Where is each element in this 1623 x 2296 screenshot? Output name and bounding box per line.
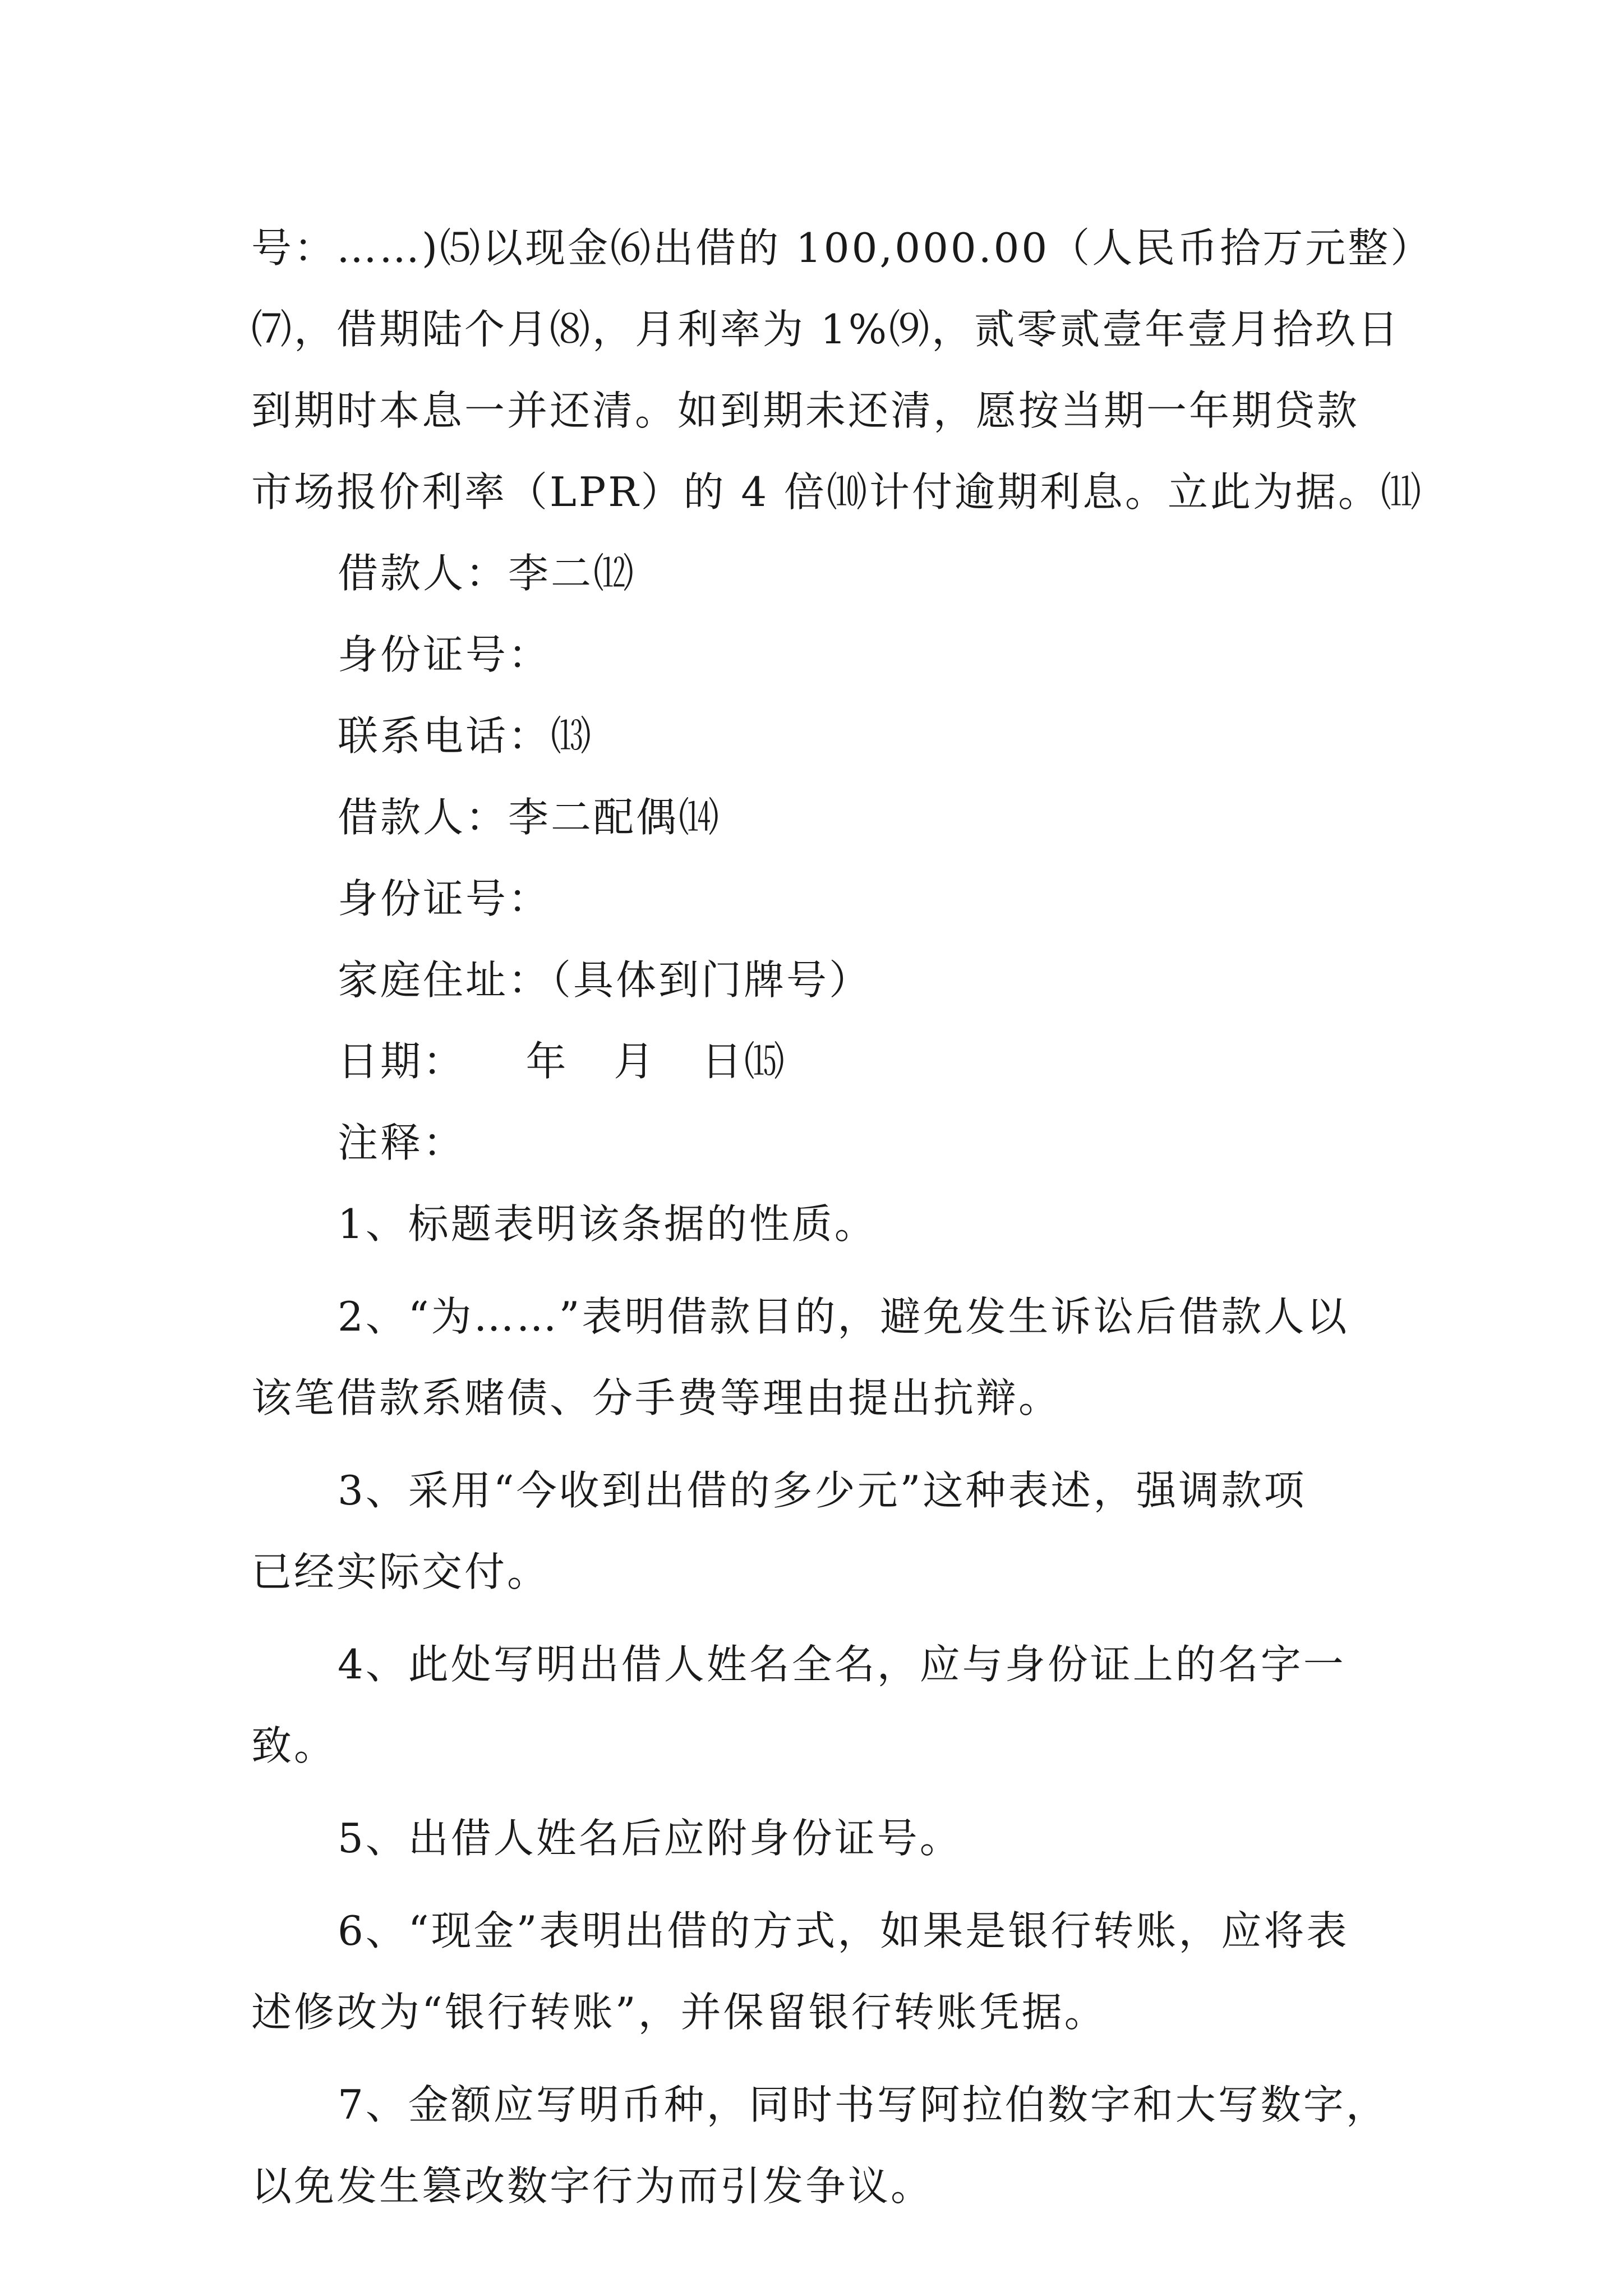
paragraph-line: ⑺，借期陆个月⑻，月利率为 1%⑼，贰零贰壹年壹月拾玖日 [251, 306, 1401, 353]
note-item [251, 1276, 1440, 1439]
note-line: 5、出借人姓名后应附身份证号。 [338, 1815, 962, 1862]
note-item [251, 2064, 1440, 2227]
loan-text-paragraph [251, 208, 1440, 533]
note-line: 已经实际交付。 [251, 1548, 550, 1595]
signature-block [251, 533, 1440, 1184]
date-line: 日期： 年 月 日⒂ [338, 1038, 787, 1085]
paragraph-line: 号：……)⑸以现金⑹出借的 100,000.00（人民币拾万元整） [251, 224, 1433, 272]
note-item [251, 1184, 1440, 1265]
spouse-name-line: 借款人：李二配偶⒁ [338, 794, 722, 841]
note-line: 6、“现金”表明出借的方式，如果是银行转账，应将表 [338, 1907, 1349, 1954]
note-line: 7、金额应写明币种，同时书写阿拉伯数字和大写数字， [338, 2081, 1389, 2128]
document-body [251, 208, 1440, 2227]
note-line: 4、此处写明出借人姓名全名，应与身份证上的名字一 [338, 1641, 1346, 1688]
note-line: 3、采用“今收到出借的多少元”这种表述，强调款项 [338, 1467, 1307, 1514]
note-item [251, 1624, 1440, 1787]
note-line: 该笔借款系赌债、分手费等理由提出抗辩。 [251, 1374, 1062, 1421]
paragraph-line: 市场报价利率（LPR）的 4 倍⑽计付逾期利息。立此为据。⑾ [251, 468, 1424, 516]
notes-list [251, 1184, 1440, 2227]
note-item [251, 1450, 1440, 1613]
borrower-id-line: 身份证号： [338, 631, 551, 678]
note-item [251, 1798, 1440, 1879]
paragraph-line: 到期时本息一并还清。如到期未还清，愿按当期一年期贷款 [251, 387, 1360, 434]
note-line: 以免发生篡改数字行为而引发争议。 [251, 2162, 934, 2210]
note-line: 2、“为……”表明借款目的，避免发生诉讼后借款人以 [338, 1293, 1349, 1340]
note-line: 述修改为“银行转账”，并保留银行转账凭据。 [251, 1989, 1107, 2036]
borrower-phone-line: 联系电话：⒀ [338, 712, 594, 760]
note-line: 1、标题表明该条据的性质。 [338, 1200, 877, 1248]
note-item [251, 1890, 1440, 2053]
note-line: 致。 [251, 1722, 337, 1769]
borrower-name-line: 借款人：李二⑿ [338, 550, 637, 597]
spouse-id-line: 身份证号： [338, 875, 551, 922]
notes-heading: 注释： [338, 1119, 466, 1166]
home-address-line: 家庭住址：（具体到门牌号） [338, 956, 872, 1004]
